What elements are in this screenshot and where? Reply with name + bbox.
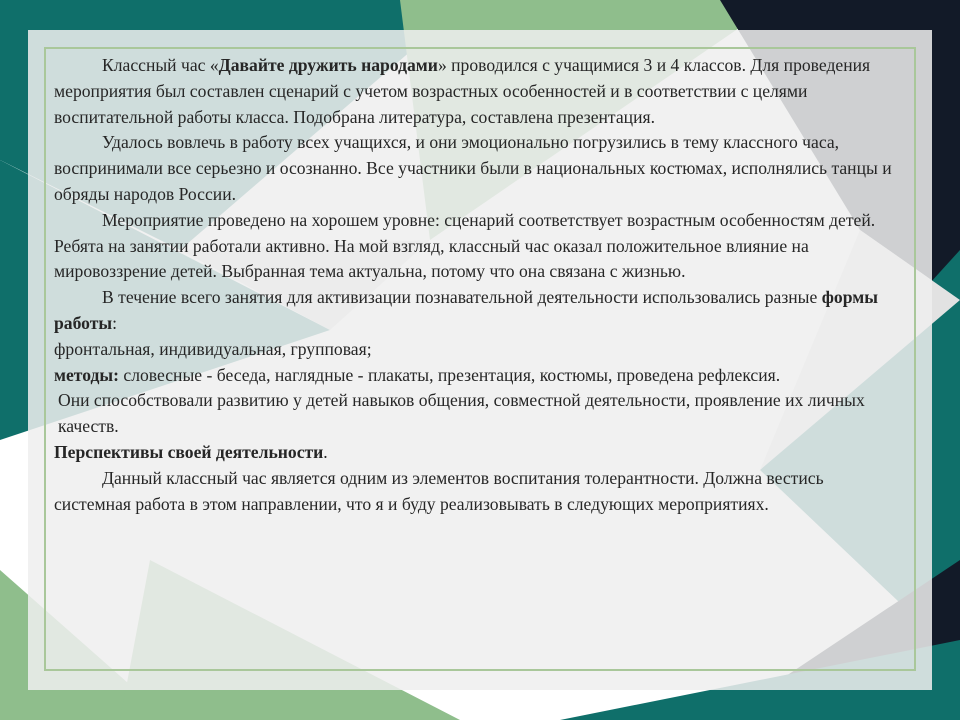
paragraph-evaluation: Мероприятие проведено на хорошем уровне: сценарий соответствует возрастным особенностям детей. Ребята на занятии работали активно. На мой взгляд, классный час оказал положительное влияние на мировоззрение детей. Выбранная тема актуальна, потому что она связана с жизнью. — [54, 209, 876, 282]
work-forms-label: формы работы — [54, 287, 878, 333]
intro-text-start: Классный час « — [102, 55, 219, 75]
paragraph-involvement: Удалось вовлечь в работу всех учащихся, и они эмоционально погрузились в тему классного часа, воспринимали все серьезно и осознанно. Все участники были в национальных костюмах, исполнялись танцы и обряды народов России. — [54, 132, 892, 204]
methods-text: словесные - беседа, наглядные - плакаты, презентация, костюмы, проведена рефлексия. — [119, 364, 781, 385]
methods-line — [54, 363, 904, 389]
intro-text-end: » проводился с учащимися 3 и 4 классов. Для проведения мероприятия был составлен сценарий с учетом возрастных особенностей и в соответствии с целями воспитательной работы класса. Подобрана литература, составлена презентация. — [54, 55, 871, 127]
paragraph-activation — [54, 285, 904, 337]
paragraph-intro — [54, 53, 904, 130]
event-title: Давайте дружить народами — [218, 55, 438, 75]
methods-label: методы: — [54, 364, 119, 385]
activation-colon: : — [112, 312, 117, 333]
forms-line: фронтальная, индивидуальная, групповая; — [54, 338, 372, 359]
perspectives-label: Перспективы своей деятельности — [54, 441, 324, 462]
activation-text: В течение всего занятия для активизации познавательной деятельности использовались разные — [102, 287, 822, 308]
slide-text — [54, 53, 904, 517]
perspectives-heading — [54, 440, 904, 466]
paragraph-development: Они способствовали развитию у детей навыков общения, совместной деятельности, проявление их личных качеств. — [58, 390, 865, 437]
paragraph-conclusion: Данный классный час является одним из элементов воспитания толерантности. Должна вестись системная работа в этом направлении, что я и буду реализовывать в следующих мероприятиях. — [54, 467, 824, 514]
perspectives-period: . — [323, 441, 328, 462]
